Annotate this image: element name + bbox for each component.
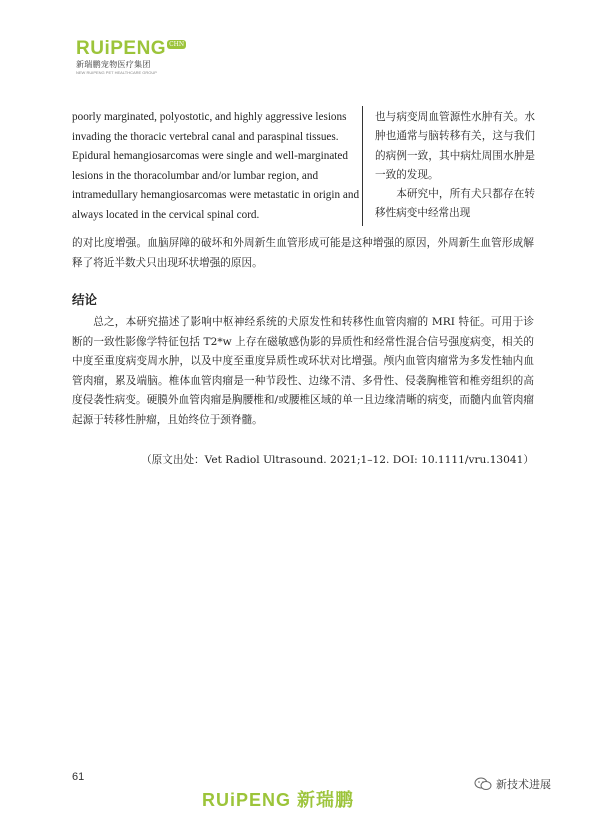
continuation-paragraph: 的对比度增强。血脑屏障的破坏和外周新生血管形成可能是这种增强的原因，外周新生血管形成解释了将近半数犬只出现环状增强的原因。 bbox=[72, 237, 534, 269]
footer-logo bbox=[202, 786, 354, 812]
footer-logo-cn: 新瑞鹏 bbox=[297, 790, 355, 811]
right-column-paragraph-2: 本研究中，所有犬只都存在转移性病变中经常出现 bbox=[375, 188, 535, 220]
wechat-account-name: 新技术进展 bbox=[496, 778, 551, 791]
conclusion-body bbox=[72, 313, 534, 430]
conclusion-heading: 结论 bbox=[72, 292, 98, 307]
logo-text: RUiPENG bbox=[76, 38, 167, 59]
logo-badge: CHN bbox=[169, 41, 185, 48]
right-column bbox=[375, 108, 535, 224]
column-divider bbox=[362, 106, 363, 226]
page-number: 61 bbox=[72, 771, 85, 783]
source-citation: （原文出处：Vet Radiol Ultrasound. 2021;1–12. DOI: 10.1111/vru.13041） bbox=[141, 454, 534, 466]
english-paragraph: poorly marginated, polyostotic, and highly aggressive lesions invading the thoracic vertebral canal and paraspinal tissues. Epidural hemangiosarcomas were single and well-marginated lesions in the thoracolumbar and/or lumbar region, and intramedullary hemangiosarcomas were metastatic in origin and always located in the cervical spinal cord. bbox=[72, 111, 360, 221]
footer-logo-text: RUiPENG bbox=[202, 790, 292, 810]
logo-subtitle-cn: 新瑞鹏宠物医疗集团 bbox=[76, 60, 151, 69]
wechat-icon bbox=[474, 777, 492, 791]
wechat-watermark bbox=[474, 776, 551, 792]
header-logo bbox=[76, 38, 186, 75]
logo-subtitle-en: NEW RUIPENG PET HEALTHCARE GROUP bbox=[76, 70, 157, 75]
conclusion-paragraph: 总之，本研究描述了影响中枢神经系统的犬原发性和转移性血管肉瘤的 MRI 特征。可用于诊断的一致性影像学特征包括 T2*w 上存在磁敏感伪影的异质性和经常性混合信号强度病变，相关的中度至重度病变周水肿，以及中度至重度异质性或环状对比增强。颅内血管肉瘤常为多发性轴内血管肉瘤，累及端脑。椎体血管肉瘤是一种节段性、边缘不清、多骨性、侵袭胸椎管和椎旁组织的高度侵袭性病变。硬膜外血管肉瘤是胸腰椎和/或腰椎区域的单一且边缘清晰的病变，而髓内血管肉瘤起源于转移性肿瘤，且始终位于颈脊髓。 bbox=[72, 316, 534, 426]
right-column-paragraph-1: 也与病变周血管源性水肿有关。水肿也通常与脑转移有关，这与我们的病例一致，其中病灶周围水肿是一致的发现。 bbox=[375, 111, 535, 181]
